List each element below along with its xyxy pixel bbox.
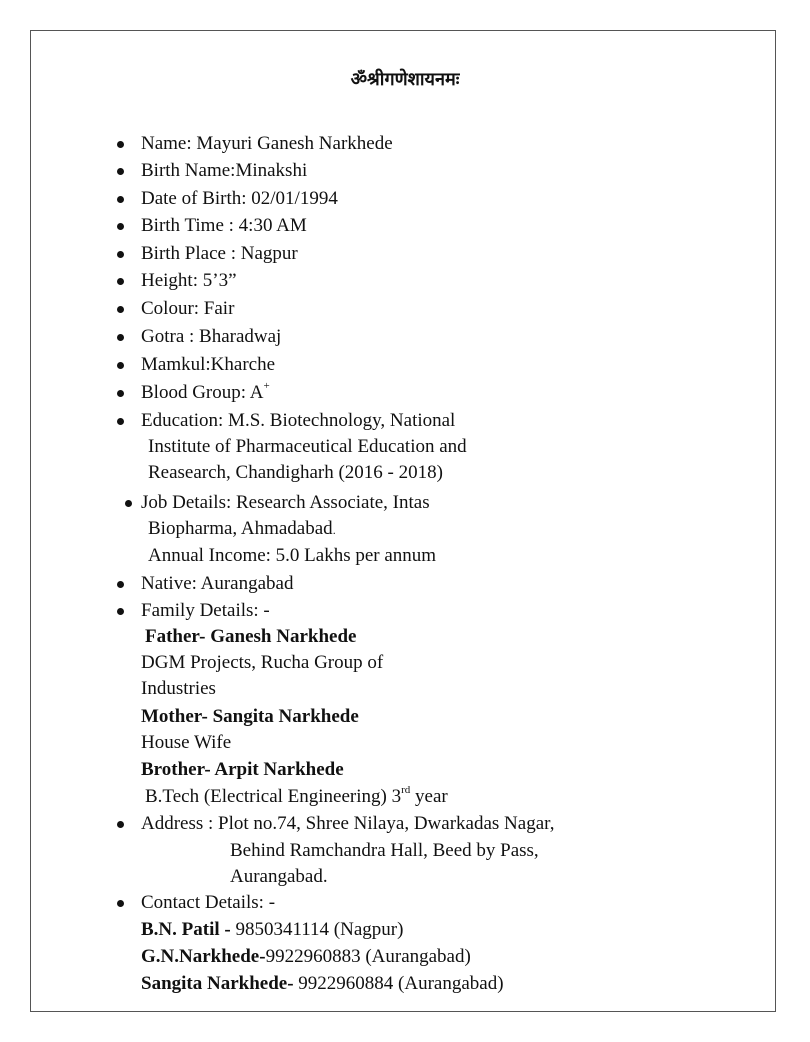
bullet-icon: [117, 390, 124, 397]
contact-name: Sangita Narkhede-: [141, 973, 299, 994]
bullet-icon: [117, 251, 124, 258]
brother-degree: B.Tech (Electrical Engineering) 3: [145, 786, 402, 807]
dob-field: Date of Birth: 02/01/1994: [141, 188, 338, 209]
contact-name: B.N. Patil -: [141, 919, 236, 940]
name-field: Name: Mayuri Ganesh Narkhede: [141, 133, 393, 154]
job-line-2: [148, 517, 336, 542]
native-field: Native: Aurangabad: [141, 573, 294, 594]
blood-group-field: [141, 381, 270, 405]
brother-detail: [145, 785, 448, 809]
bullet-icon: [117, 168, 124, 175]
bullet-icon: [117, 608, 124, 615]
father-detail-line-1: DGM Projects, Rucha Group of: [141, 652, 384, 673]
bullet-icon: [117, 141, 124, 148]
bullet-icon: [125, 500, 132, 507]
birth-name-field: Birth Name:Minakshi: [141, 160, 308, 181]
education-line-2: Institute of Pharmaceutical Education and: [148, 436, 467, 457]
education-line-1: Education: M.S. Biotechnology, National: [141, 410, 456, 431]
bullet-icon: [117, 334, 124, 341]
bullet-icon: [117, 821, 124, 828]
birth-time-field: Birth Time : 4:30 AM: [141, 215, 307, 236]
bullet-icon: [117, 278, 124, 285]
bullet-icon: [117, 581, 124, 588]
address-line-1: Address : Plot no.74, Shree Nilaya, Dwarkadas Nagar,: [141, 813, 555, 834]
mother-name: Mother- Sangita Narkhede: [141, 706, 359, 727]
gotra-field: Gotra : Bharadwaj: [141, 326, 282, 347]
page-heading: ॐश्रीगणेशायनमः: [350, 69, 460, 90]
brother-year-suffix: rd: [401, 783, 411, 796]
contact-detail: 9850341114 (Nagpur): [235, 919, 404, 940]
job-company: Biopharma, Ahmadabad: [148, 518, 333, 539]
contact-detail: 9922960883 (Aurangabad): [265, 946, 471, 967]
mamkul-field: Mamkul:Kharche: [141, 354, 276, 375]
height-field: Height: 5’3”: [141, 270, 237, 291]
birth-place-field: Birth Place : Nagpur: [141, 243, 298, 264]
bullet-icon: [117, 196, 124, 203]
bullet-icon: [117, 362, 124, 369]
job-line-1: Job Details: Research Associate, Intas: [141, 492, 430, 513]
bullet-icon: [117, 306, 124, 313]
brother-name: Brother- Arpit Narkhede: [141, 759, 344, 780]
mother-detail: House Wife: [141, 732, 232, 753]
contact-details-label: Contact Details: -: [141, 892, 276, 913]
address-line-3: Aurangabad.: [230, 866, 328, 887]
bullet-icon: [117, 418, 124, 425]
job-line-3: Annual Income: 5.0 Lakhs per annum: [148, 545, 437, 566]
brother-year-word: year: [410, 786, 448, 807]
blood-group-label: Blood Group: A: [141, 382, 264, 403]
job-company-period: .: [332, 523, 336, 537]
contact-detail: 9922960884 (Aurangabad): [298, 973, 504, 994]
education-line-3: Reasearch, Chandigharh (2016 - 2018): [148, 462, 443, 483]
contact-name: G.N.Narkhede-: [141, 946, 266, 967]
father-name: Father- Ganesh Narkhede: [145, 626, 357, 647]
bullet-icon: [117, 900, 124, 907]
contact-item: [141, 945, 471, 969]
family-details-label: Family Details: -: [141, 600, 270, 621]
colour-field: Colour: Fair: [141, 298, 235, 319]
blood-group-sign: +: [263, 379, 270, 392]
contact-item: [141, 918, 403, 942]
address-line-2: Behind Ramchandra Hall, Beed by Pass,: [230, 840, 539, 861]
bullet-icon: [117, 223, 124, 230]
father-detail-line-2: Industries: [141, 678, 216, 699]
contact-item: [141, 972, 504, 996]
